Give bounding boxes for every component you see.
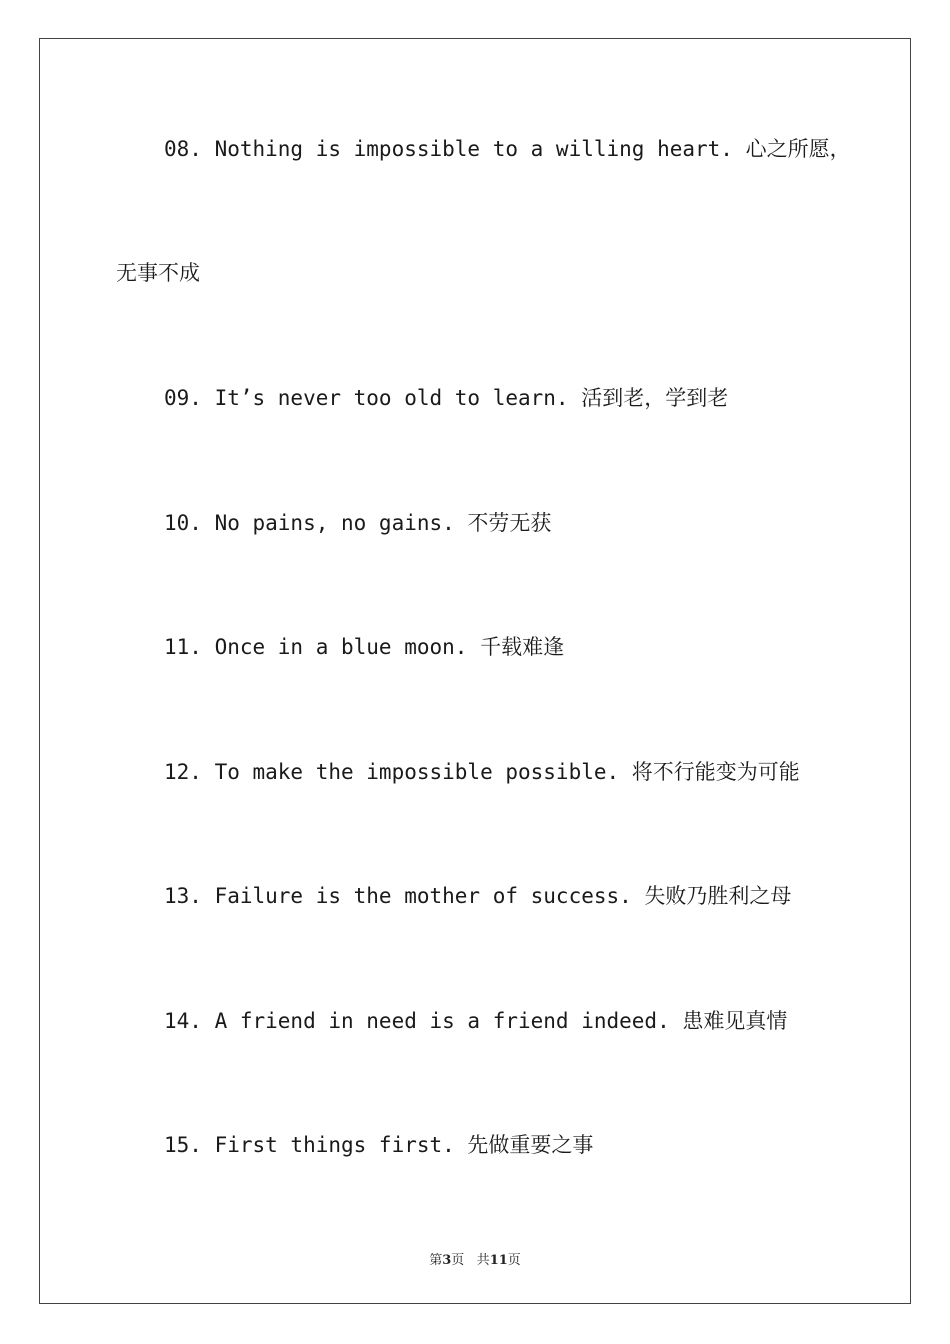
proverb-09: 09. It’s never too old to learn. 活到老，学到老 — [164, 386, 729, 410]
proverb-15: 15. First things first. 先做重要之事 — [164, 1133, 594, 1157]
page-footer — [0, 1249, 950, 1268]
proverb-08: 08. Nothing is impossible to a willing heart. 心之所愿， — [164, 137, 851, 161]
proverb-08-continued: 无事不成 — [116, 261, 200, 285]
proverb-13: 13. Failure is the mother of success. 失败乃胜利之母 — [164, 884, 792, 908]
footer-page-suffix: 页 — [451, 1253, 465, 1268]
footer-total-suffix: 页 — [507, 1253, 521, 1268]
proverb-14: 14. A friend in need is a friend indeed. 患难见真情 — [164, 1009, 788, 1033]
footer-page-number: 3 — [442, 1253, 452, 1268]
page-frame — [39, 38, 911, 1304]
proverb-10: 10. No pains, no gains. 不劳无获 — [164, 511, 552, 535]
footer-prefix: 第 — [429, 1253, 443, 1268]
proverb-11: 11. Once in a blue moon. 千载难逢 — [164, 635, 565, 659]
footer-total-prefix: 共 — [476, 1253, 490, 1268]
proverb-12: 12. To make the impossible possible. 将不行能变为可能 — [164, 760, 800, 784]
footer-total-pages: 11 — [489, 1253, 508, 1268]
